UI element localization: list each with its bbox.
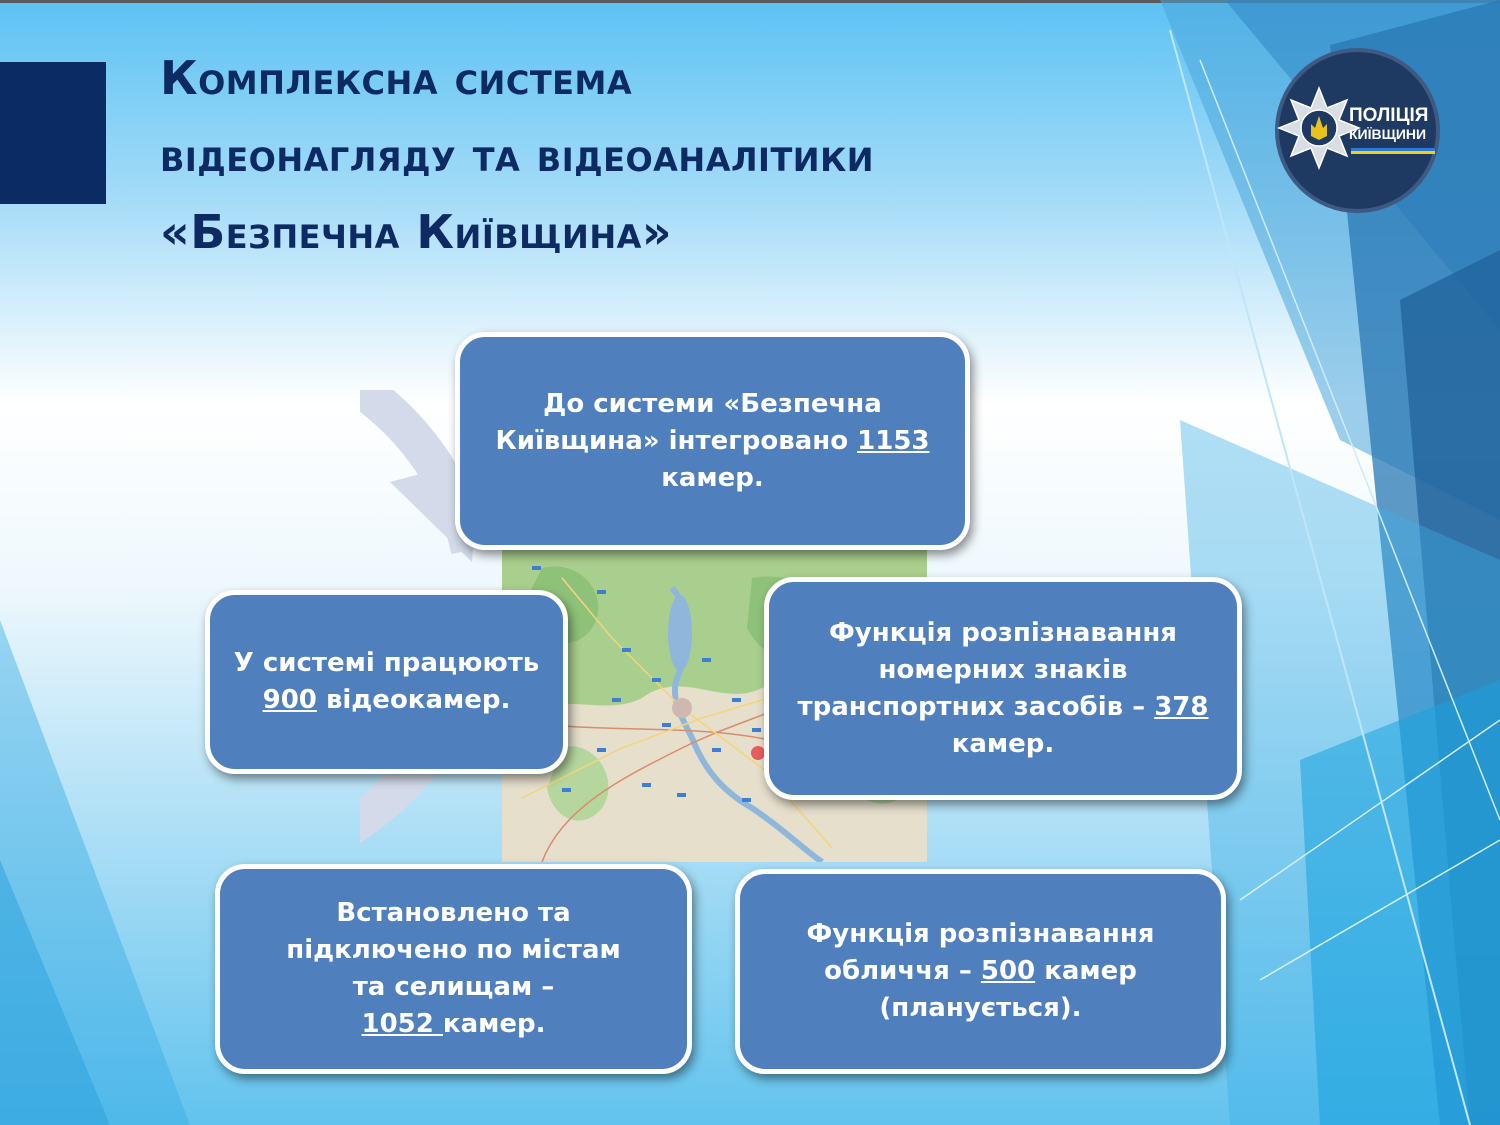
face-recognition-box <box>735 869 1226 1074</box>
plate-recognition-text <box>787 615 1219 763</box>
box-number: 500 <box>980 956 1036 986</box>
box-text: До системи «Безпечна Київщина» інтегровано <box>495 388 882 456</box>
cameras-installed-text <box>238 895 669 1043</box>
face-recognition-text <box>758 916 1203 1027</box>
box-text: Функція розпізнавання обличчя – <box>806 919 1155 986</box>
box-number: 1153 <box>857 425 930 456</box>
cameras-installed-box <box>215 864 692 1074</box>
slide-title <box>160 40 1210 271</box>
cameras-working-box <box>205 590 568 774</box>
logo-flag <box>1351 148 1435 154</box>
plate-recognition-box <box>764 577 1242 800</box>
logo-line-1: ПОЛІЦІЯ <box>1349 105 1429 126</box>
police-logo <box>1275 48 1440 213</box>
logo-text <box>1349 107 1437 143</box>
title-line-2: відеонагляду та відеоаналітики <box>160 128 875 182</box>
title-line-3: «Безпечна Київщина» <box>160 205 673 259</box>
cameras-integrated-box <box>455 332 970 550</box>
cameras-working-text <box>228 645 545 719</box>
box-text: камер. <box>661 462 764 493</box>
flag-yellow-stripe <box>1351 151 1435 154</box>
box-text: відеокамер. <box>316 685 511 715</box>
accent-square <box>0 62 106 204</box>
box-number: 378 <box>1154 691 1209 722</box>
box-number: 1052 <box>361 1009 443 1039</box>
box-text: Функція розпізнавання номерних знаків транспортних засобів – <box>797 617 1177 722</box>
box-text: камер. <box>442 1009 546 1039</box>
box-text: У системі працюють <box>233 648 540 678</box>
cameras-integrated-text <box>478 386 947 497</box>
title-line-1: Комплексна система <box>160 51 633 105</box>
box-text: камер (планується). <box>879 956 1137 1023</box>
box-text: Встановлено та підключено по містам та селищам – <box>286 898 621 1002</box>
box-number: 900 <box>262 685 317 715</box>
logo-line-2: КИЇВЩИНИ <box>1349 126 1427 142</box>
box-text: камер. <box>951 728 1055 759</box>
